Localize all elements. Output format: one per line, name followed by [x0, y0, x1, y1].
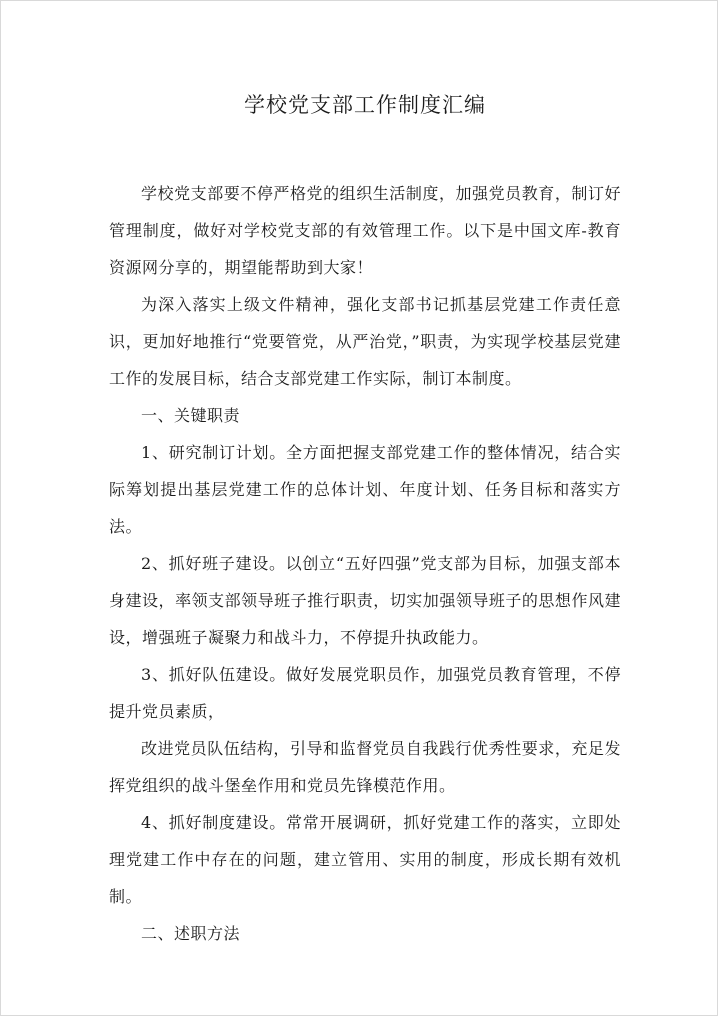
duty-item-plan: 1、研究制订计划。全方面把握支部党建工作的整体情况，结合实际筹划提出基层党建工作的总体计划、年度计划、任务目标和落实方法。	[109, 443, 621, 536]
duty-item-team-continued: 改进党员队伍结构，引导和监督党员自我践行优秀性要求，充足发挥党组织的战斗堡垒作用和党员先锋模范作用。	[109, 739, 621, 795]
duty-item-system: 4、抓好制度建设。常常开展调研，抓好党建工作的落实，立即处理党建工作中存在的问题，建立管用、实用的制度，形成长期有效机制。	[109, 813, 621, 906]
section-heading-key-duties: 一、关键职责	[141, 406, 241, 425]
intro-paragraph: 学校党支部要不停严格党的组织生活制度，加强党员教育，制订好管理制度，做好对学校党支部的有效管理工作。以下是中国文库-教育资源网分享的，期望能帮助到大家！	[109, 184, 621, 277]
document-body	[109, 87, 621, 952]
duty-item-team: 3、抓好队伍建设。做好发展党职员作，加强党员教育管理，不停提升党员素质，	[109, 665, 621, 721]
duty-item-leadership: 2、抓好班子建设。以创立“五好四强”党支部为目标，加强支部本身建设，率领支部领导班子推行职责，切实加强领导班子的思想作风建设，增强班子凝聚力和战斗力，不停提升执政能力。	[109, 554, 621, 647]
purpose-paragraph: 为深入落实上级文件精神，强化支部书记抓基层党建工作责任意识，更加好地推行“党要管党，从严治党，”职责，为实现学校基层党建工作的发展目标，结合支部党建工作实际，制订本制度。	[109, 295, 621, 388]
document-title: 学校党支部工作制度汇编	[244, 93, 486, 117]
section-heading-reporting: 二、述职方法	[141, 924, 241, 943]
